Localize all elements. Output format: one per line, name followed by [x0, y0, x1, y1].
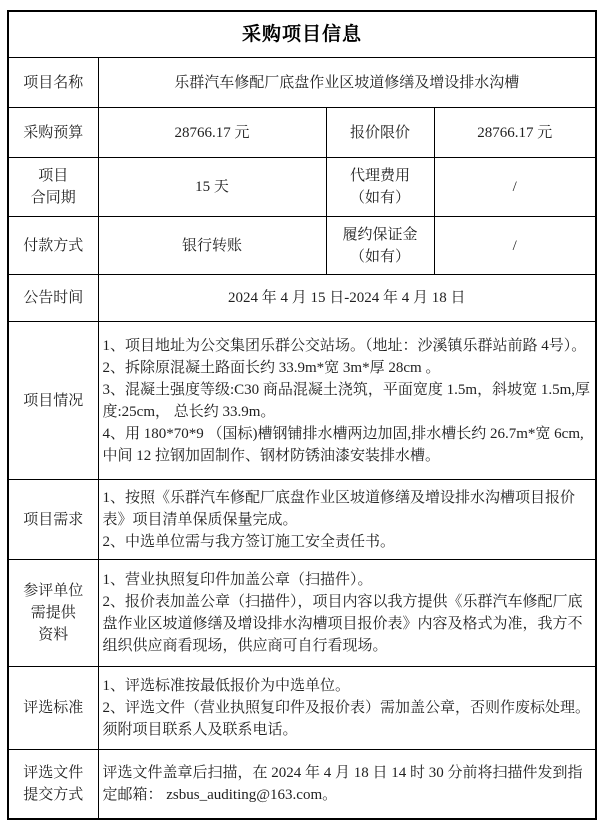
table-row — [8, 217, 596, 275]
contract-period-value: 15 天 — [98, 158, 326, 217]
announcement-time-label: 公告时间 — [8, 275, 98, 322]
page-title: 采购项目信息 — [8, 11, 596, 58]
table-row — [8, 108, 596, 158]
required-materials-label: 参评单位 需提供 资料 — [8, 560, 98, 667]
table-row — [8, 322, 596, 480]
contract-period-label: 项目 合同期 — [8, 158, 98, 217]
agency-fee-label: 代理费用 （如有） — [326, 158, 434, 217]
budget-value: 28766.17 元 — [98, 108, 326, 158]
required-materials-text: 1、营业执照复印件加盖公章（扫描件）。 2、报价表加盖公章（扫描件），项目内容以我方提供《乐群汽车修配厂底盘作业区坡道修缮及增设排水沟槽项目报价表》内容及格式为准，我方不组织供应商看现场，供应商可自行看现场。 — [98, 560, 596, 667]
payment-method-label: 付款方式 — [8, 217, 98, 275]
announcement-time-value: 2024 年 4 月 15 日-2024 年 4 月 18 日 — [98, 275, 596, 322]
performance-bond-label: 履约保证金 （如有） — [326, 217, 434, 275]
submission-method-text: 评选文件盖章后扫描，在 2024 年 4 月 18 日 14 时 30 分前将扫描件发到指定邮箱： zsbus_auditing@163.com。 — [98, 750, 596, 820]
selection-criteria-label: 评选标准 — [8, 667, 98, 750]
table-row — [8, 667, 596, 750]
project-situation-label: 项目情况 — [8, 322, 98, 480]
quote-limit-value: 28766.17 元 — [434, 108, 596, 158]
performance-bond-value: / — [434, 217, 596, 275]
project-name-value: 乐群汽车修配厂底盘作业区坡道修缮及增设排水沟槽 — [98, 58, 596, 108]
project-requirement-label: 项目需求 — [8, 480, 98, 560]
selection-criteria-text: 1、评选标准按最低报价为中选单位。 2、评选文件（营业执照复印件及报价表）需加盖公章，否则作废标处理。须附项目联系人及联系电话。 — [98, 667, 596, 750]
submission-method-label: 评选文件 提交方式 — [8, 750, 98, 820]
project-situation-text: 1、项目地址为公交集团乐群公交站场。（地址：沙溪镇乐群站前路 4号）。 2、拆除原混凝土路面长约 33.9m*宽 3m*厚 28cm 。 3、混凝土强度等级:C30 商品混凝土浇筑，平面宽度 1.5m，斜坡宽 1.5m,厚度:25cm， 总长约 33.9m。 4、用 180*70*9 （国标)槽钢铺排水槽两边加固,排水槽长约 26.7m*宽 6cm,中间 12 拉钢加固制作、钢材防锈油漆安装排水槽。 — [98, 322, 596, 480]
table-row — [8, 158, 596, 217]
quote-limit-label: 报价限价 — [326, 108, 434, 158]
table-row — [8, 275, 596, 322]
project-name-label: 项目名称 — [8, 58, 98, 108]
table-row — [8, 560, 596, 667]
table-row — [8, 480, 596, 560]
agency-fee-value: / — [434, 158, 596, 217]
project-requirement-text: 1、按照《乐群汽车修配厂底盘作业区坡道修缮及增设排水沟槽项目报价表》项目清单保质保量完成。 2、中选单位需与我方签订施工安全责任书。 — [98, 480, 596, 560]
table-row — [8, 750, 596, 820]
procurement-info-table — [7, 10, 597, 820]
table-row — [8, 58, 596, 108]
table-row — [8, 11, 596, 58]
budget-label: 采购预算 — [8, 108, 98, 158]
payment-method-value: 银行转账 — [98, 217, 326, 275]
